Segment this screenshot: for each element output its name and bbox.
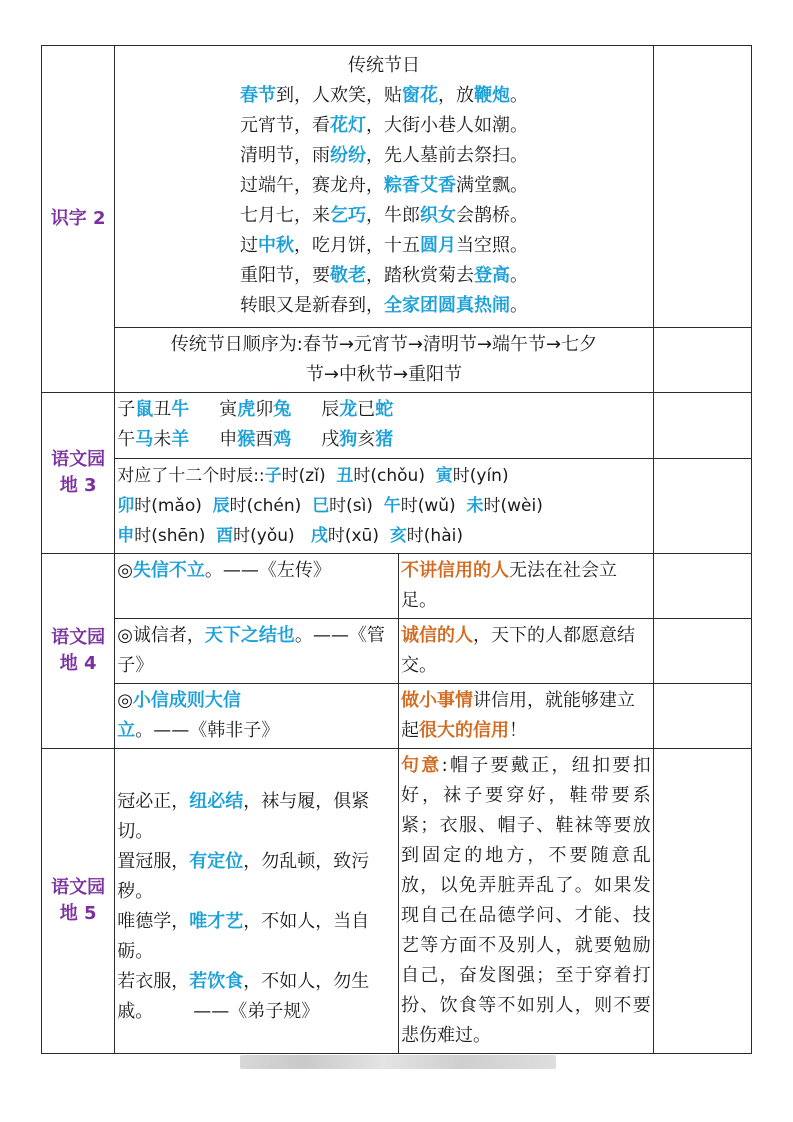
quote-meaning-cell [399, 684, 654, 749]
section-label-line2: 地 4 [59, 653, 97, 674]
dizigui-meaning [399, 749, 654, 1054]
text-run: 。——《左传》 [204, 560, 331, 581]
text-run: 满堂飘。 [455, 175, 528, 196]
highlight-text: 猴 [237, 429, 256, 450]
highlight-text: 诚信的人 [401, 625, 473, 646]
text-run: 申 [219, 429, 238, 450]
text-run: 讲信用，就能够建立起 [401, 690, 635, 741]
twelve-hours [115, 459, 654, 554]
highlight-text: 失信不立 [132, 560, 205, 581]
text-run: 。——《韩非子》 [135, 720, 280, 741]
text-run: ，踏秋赏菊去 [365, 265, 474, 286]
text-run: 重阳节，要 [239, 265, 330, 286]
highlight-text: 虎 [237, 399, 256, 420]
highlight-text: 做小事情 [401, 690, 473, 711]
highlight-text: 粽香艾香 [383, 175, 456, 196]
text-run: ，勿乱顿，致污秽。 [117, 851, 370, 902]
empty-cell [653, 328, 751, 393]
section-label-line1: 语文园 [51, 449, 106, 470]
text-run: ，放 [437, 85, 474, 106]
text-run: ，吃月饼，十五 [293, 235, 420, 256]
footer-watermark-bar [240, 1055, 556, 1069]
highlight-text: 未 [466, 496, 484, 516]
text-run: 元宵节，看 [239, 115, 330, 136]
section-label-shizi2 [42, 46, 115, 393]
text-run: 唯德学， [117, 911, 190, 932]
highlight-text: 纷纷 [329, 145, 366, 166]
poem-lines [115, 81, 653, 321]
highlight-text: 鼠 [135, 399, 154, 420]
poem-line [115, 171, 653, 201]
text-run: 酉 [255, 429, 274, 450]
text-run: 转眼又是新春到， [239, 295, 384, 316]
hours-line [117, 521, 651, 551]
text-run: 时(wǔ) [400, 496, 467, 516]
section-label-yuwen5 [42, 749, 115, 1054]
highlight-text: 登高 [473, 265, 510, 286]
text-run: ，天下的人都愿意结交。 [401, 625, 635, 676]
highlight-text: 很大的信用 [419, 720, 509, 741]
text-run: 七月七，来 [239, 205, 330, 226]
empty-cell [653, 459, 751, 554]
highlight-text: 卯 [117, 496, 135, 516]
text-run: 未 [153, 429, 172, 450]
dizigui-line [117, 787, 396, 847]
highlight-text: 酉 [216, 526, 234, 546]
poem-line [115, 231, 653, 261]
highlight-text: 丑 [336, 466, 354, 486]
section-label-yuwen3 [42, 393, 115, 554]
text-run: ，牛郎 [365, 205, 420, 226]
highlight-text: 兔 [273, 399, 292, 420]
text-run: ◎诚信者， [117, 625, 205, 646]
text-run: 卯 [255, 399, 274, 420]
highlight-text: 狗 [339, 429, 358, 450]
hours-line [117, 461, 651, 491]
highlight-text: 唯才艺 [189, 911, 244, 932]
text-run: :帽子要戴正，纽扣要扣好，袜子要穿好，鞋带要系紧；衣服、帽子、鞋袜等要放到固定的地方，不要随意乱放，以免弄脏弄乱了。如果发现自己在品德学问、才能、技艺等方面不及别人，就要勉励自己，奋发图强；至于穿着打扮、饮食等不如别人，则不要悲伤难过。 [401, 755, 651, 1046]
dizigui-line [117, 967, 396, 1027]
highlight-text: 敬老 [329, 265, 366, 286]
highlight-text: 亥 [389, 526, 407, 546]
text-run: 时(wèi) [483, 496, 543, 516]
text-run: ，不如人，勿生戚。 ——《弟子规》 [117, 971, 370, 1022]
text-run: 对应了十二个时辰:: [117, 466, 265, 486]
section-label-text: 识字 2 [50, 208, 106, 229]
text-run: ，大街小巷人如潮。 [365, 115, 528, 136]
highlight-text: 巳 [312, 496, 330, 516]
text-run: 子 [117, 399, 136, 420]
highlight-text: 句意 [401, 755, 442, 776]
highlight-text: 有定位 [189, 851, 244, 872]
section-label-yuwen4 [42, 554, 115, 749]
dizigui-line [117, 907, 396, 967]
text-run: 时(sì) [329, 496, 384, 516]
text-run: 。 [509, 295, 528, 316]
empty-cell [653, 684, 751, 749]
lesson-table [41, 45, 752, 1054]
document-sheet [41, 45, 752, 1046]
zodiac-row [117, 425, 651, 455]
dizigui-text [115, 749, 399, 1054]
poem-line [115, 261, 653, 291]
text-run: ◎ [117, 690, 133, 711]
empty-cell [653, 619, 751, 684]
highlight-text: 天下之结也 [204, 625, 295, 646]
highlight-text: 龙 [339, 399, 358, 420]
quote-cell [115, 684, 399, 749]
text-run: 到，人欢笑，贴 [275, 85, 402, 106]
highlight-text: 若饮食 [189, 971, 244, 992]
highlight-text: 辰 [212, 496, 230, 516]
quote-cell [115, 619, 399, 684]
text-run: 亥 [357, 429, 376, 450]
text-run: ！ [509, 720, 527, 741]
text-run: 冠必正， [117, 791, 190, 812]
highlight-text: 寅 [435, 466, 453, 486]
text-run: 时(mǎo) [134, 496, 213, 516]
highlight-text: 羊 [171, 429, 190, 450]
text-run: 时(chǒu) [353, 466, 436, 486]
text-run: 时(hài) [406, 526, 463, 546]
text-run: 丑 [153, 399, 172, 420]
text-run: 。 [509, 85, 528, 106]
text-run: 清明节，雨 [239, 145, 330, 166]
highlight-text: 花灯 [329, 115, 366, 136]
zodiac-row [117, 395, 651, 425]
highlight-text: 全家团圆真热闹 [383, 295, 510, 316]
poem-line [115, 141, 653, 171]
text-run: 时(yín) [452, 466, 509, 486]
highlight-text: 中秋 [257, 235, 294, 256]
text-run: 当空照。 [455, 235, 528, 256]
highlight-text: 猪 [375, 429, 394, 450]
quote-cell [115, 554, 399, 619]
poem-line [115, 291, 653, 321]
highlight-text: 圆月 [419, 235, 456, 256]
poem-line [115, 201, 653, 231]
text-run: 会鹊桥。 [455, 205, 528, 226]
festival-order [115, 328, 654, 393]
highlight-text: 鸡 [273, 429, 292, 450]
poem-title: 传统节日 [347, 55, 420, 76]
highlight-text: 牛 [171, 399, 190, 420]
festival-order-line1: 传统节日顺序为:春节→元宵节→清明节→端午节→七夕 [170, 334, 598, 355]
highlight-text: 窗花 [401, 85, 438, 106]
section-label-line1: 语文园 [51, 627, 106, 648]
quote-meaning-cell [399, 554, 654, 619]
highlight-text: 马 [135, 429, 154, 450]
text-run: 置冠服， [117, 851, 190, 872]
hours-line [117, 491, 651, 521]
festival-poem [115, 46, 654, 328]
section-label-line2: 地 5 [59, 903, 97, 924]
highlight-text: 不讲信用的人 [401, 560, 509, 581]
empty-cell [653, 393, 751, 459]
text-run: ，先人墓前去祭扫。 [365, 145, 528, 166]
empty-cell [653, 46, 751, 328]
text-run: 午 [117, 429, 136, 450]
poem-line [115, 81, 653, 111]
highlight-text: 申 [117, 526, 135, 546]
highlight-text: 乞巧 [329, 205, 366, 226]
text-run: 时(chén) [229, 496, 313, 516]
highlight-text: 子 [264, 466, 282, 486]
text-run: 。 [509, 265, 528, 286]
text-run: ，不如人，当自砺。 [117, 911, 370, 962]
zodiac-list [115, 393, 654, 459]
highlight-text: 织女 [419, 205, 456, 226]
text-run: 寅 [219, 399, 238, 420]
highlight-text: 戌 [310, 526, 328, 546]
quote-meaning-cell [399, 619, 654, 684]
highlight-text: 春节 [239, 85, 276, 106]
highlight-text: 小信成则大信立 [117, 690, 241, 741]
text-run: 。——《管子》 [117, 625, 385, 676]
text-run: 时(zǐ) [281, 466, 337, 486]
text-run: 无法在社会立足。 [401, 560, 617, 611]
text-run: ◎ [117, 560, 133, 581]
text-run: ，袜与履，俱紧切。 [117, 791, 370, 842]
highlight-text: 鞭炮 [473, 85, 510, 106]
text-run: 过端午，赛龙舟， [239, 175, 384, 196]
section-label-line2: 地 3 [59, 475, 97, 496]
text-run: 辰 [321, 399, 340, 420]
text-run: 戌 [321, 429, 340, 450]
text-run: 已 [357, 399, 376, 420]
highlight-text: 午 [383, 496, 401, 516]
highlight-text: 纽必结 [189, 791, 244, 812]
text-run: 时(shēn) [134, 526, 217, 546]
poem-line [115, 111, 653, 141]
empty-cell [653, 749, 751, 1054]
text-run: 若衣服， [117, 971, 190, 992]
text-run: 过 [239, 235, 258, 256]
dizigui-line [117, 847, 396, 907]
highlight-text: 蛇 [375, 399, 394, 420]
section-label-line1: 语文园 [51, 877, 106, 898]
text-run: 时(yǒu) [233, 526, 311, 546]
empty-cell [653, 554, 751, 619]
festival-order-line2: 节→中秋节→重阳节 [305, 364, 463, 385]
text-run: 时(xū) [327, 526, 390, 546]
